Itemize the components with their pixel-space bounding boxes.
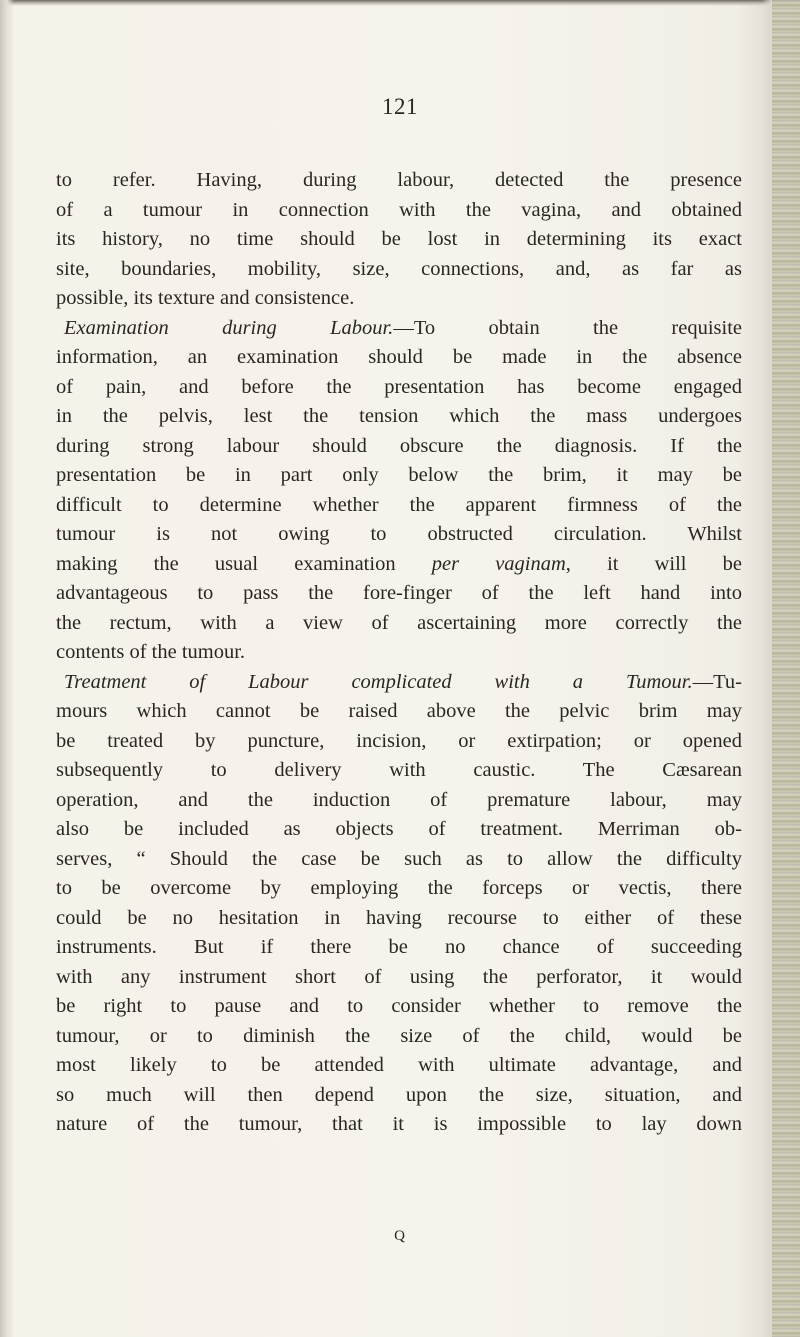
text-line: be treated by puncture, incision, or extirpation; or opened: [56, 729, 742, 752]
text-line: [56, 550, 742, 580]
text-line: instruments. But if there be no chance of succeeding: [56, 936, 742, 958]
page-right-shadow: [762, 0, 772, 1337]
text-line: serves, “ Should the case be such as to allow the difficulty: [56, 847, 742, 870]
text-line: to refer. Having, during labour, detected the presence: [56, 169, 742, 191]
text-line: difficult to determine whether the apparent firmness of the: [56, 493, 742, 516]
text-run: , it will be: [565, 552, 742, 575]
text-line: most likely to be attended with ultimate advantage, and: [56, 1054, 742, 1076]
section-heading-treatment: Treatment of Labour complicated with a Tumour.: [64, 670, 693, 693]
text-line: during strong labour should obscure the diagnosis. If the: [56, 434, 742, 457]
text-line: the rectum, with a view of ascertaining more correctly the: [56, 611, 742, 634]
text-line: in the pelvis, lest the tension which the mass undergoes: [56, 405, 742, 427]
text-run: —To obtain the requisite: [393, 316, 742, 339]
latin-phrase: per vaginam: [431, 552, 566, 575]
text-line: its history, no time should be lost in determining its exact: [56, 228, 742, 250]
signature-mark: Q: [394, 1228, 406, 1244]
text-line: tumour is not owing to obstructed circulation. Whilst: [56, 523, 742, 545]
text-line: of pain, and before the presentation has become engaged: [56, 375, 742, 398]
text-line: of a tumour in connection with the vagina, and obtained: [56, 198, 742, 221]
text-line: could be no hesitation in having recourse to either of these: [56, 906, 742, 929]
text-line: operation, and the induction of premature labour, may: [56, 788, 742, 811]
section-heading-line: [56, 314, 742, 344]
text-line: mours which cannot be raised above the pelvic brim may: [56, 700, 742, 722]
text-line: with any instrument short of using the perforator, it would: [56, 965, 742, 988]
text-line: so much will then depend upon the size, situation, and: [56, 1083, 742, 1106]
page-number: 121: [382, 94, 418, 119]
text-line: also be included as objects of treatment. Merriman ob-: [56, 818, 742, 840]
text-run: —Tu-: [692, 670, 742, 693]
text-line: to be overcome by employing the forceps or vectis, there: [56, 877, 742, 899]
text-run: making the usual examination: [56, 552, 432, 575]
text-line: be right to pause and to consider whether to remove the: [56, 995, 742, 1017]
body-text: [56, 166, 742, 1140]
text-line: contents of the tumour.: [56, 641, 246, 663]
text-line: tumour, or to diminish the size of the child, would be: [56, 1024, 742, 1047]
text-line: site, boundaries, mobility, size, connections, and, as far as: [56, 257, 742, 280]
text-line: possible, its texture and consistence.: [56, 287, 355, 309]
text-line: presentation be in part only below the brim, it may be: [56, 464, 742, 486]
section-heading-line: [56, 668, 742, 698]
text-line: advantageous to pass the fore-finger of the left hand into: [56, 582, 742, 604]
section-heading-examination: Examination during Labour.: [64, 316, 394, 339]
text-line: information, an examination should be made in the absence: [56, 346, 742, 368]
text-line: subsequently to delivery with caustic. The Cæsarean: [56, 759, 742, 781]
page-fore-edge: [772, 0, 800, 1337]
page-left-gutter: [0, 0, 14, 1337]
page-top-shadow: [0, 0, 800, 6]
text-line: nature of the tumour, that it is impossible to lay down: [56, 1113, 742, 1135]
